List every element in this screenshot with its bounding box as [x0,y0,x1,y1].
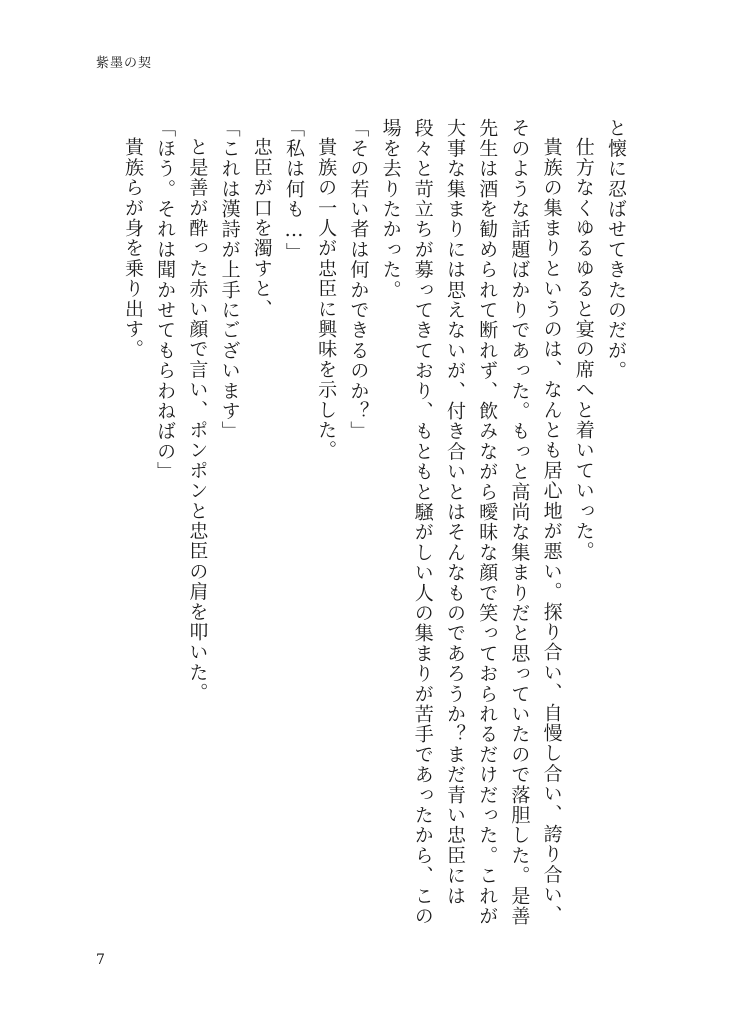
text-line: 仕方なくゆるゆると宴の席へと着いていった。 [572,137,595,562]
text-line: 貴族らが身を乗り出す。 [121,137,144,360]
page-number: 7 [96,952,105,968]
dialogue-line: 「その若い者は何かできるのか？」 [347,118,370,442]
running-head-title: 紫墨の契 [96,56,153,71]
text-line: と懐に忍ばせてきたのだが。 [605,118,627,381]
text-line: 貴族の一人が忠臣に興味を示した。 [315,137,338,461]
text-line: と是善が酔った赤い顔で言い、ポンポンと忠臣の肩を叩いた。 [186,137,209,703]
dialogue-line: 「私は何も…」 [282,118,305,263]
body-text [92,118,632,938]
text-paragraph: 貴族の集まりというのは、なんとも居心地が悪い。探り合い、自慢し合い、誇り合い、そのような話題ばかりであった。もっと高尚な集まりだと思っていたので落胆した。是善先生は酒を勧められて断れず、飲みながら曖昧な顔で笑っておられるだけだった。これが大事な集まりには思えないが、付き合いとはそんなものであろうか？まだ青い忠臣には段々と苛立ちが募ってきており、もともと騒がしい人の集まりが苦手であったから、この場を去りたかった。 [379,118,563,926]
dialogue-line: 「これは漢詩が上手にございます」 [218,118,241,442]
text-line: 忠臣が口を濁すと、 [250,137,273,319]
dialogue-line: 「ほう。それは聞かせてもらわねばの」 [154,118,177,482]
